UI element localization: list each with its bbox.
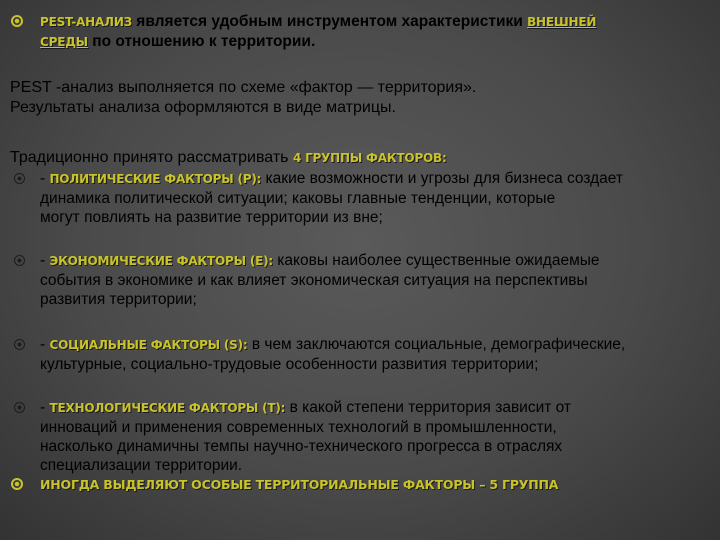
factor-groups-text: Традиционно принято рассматривать bbox=[10, 149, 293, 166]
intro-paragraph bbox=[40, 12, 710, 52]
factor-text: каковы наиболее существенные ожидаемые bbox=[273, 252, 600, 269]
factor-text: динамика политической ситуации; каковы главные тенденции, которые bbox=[40, 190, 556, 207]
factor-item-political bbox=[40, 169, 715, 227]
factor-groups-heading bbox=[10, 148, 710, 168]
intro-term-pest: PEST-АНАЛИЗ bbox=[40, 15, 132, 29]
circle-bullet-icon bbox=[14, 402, 25, 413]
intro-term-external: ВНЕШНЕЙ bbox=[527, 15, 597, 29]
circle-bullet-icon bbox=[14, 339, 25, 350]
factor-dash: - bbox=[40, 399, 50, 416]
intro-text-part2: по отношению к территории. bbox=[87, 33, 316, 50]
factor-item-technological bbox=[40, 398, 715, 475]
factor-text: могут повлиять на развитие территории из вне; bbox=[40, 209, 383, 226]
factor-label-political: ПОЛИТИЧЕСКИЕ ФАКТОРЫ (P): bbox=[49, 172, 262, 186]
factor-groups-highlight: 4 ГРУППЫ ФАКТОРОВ: bbox=[292, 151, 447, 165]
factor-item-social bbox=[40, 335, 715, 374]
factor-text: в чем заключаются социальные, демографические, bbox=[247, 336, 626, 353]
factor-text: специализации территории. bbox=[40, 457, 243, 474]
pest-scheme-line2: Результаты анализа оформляются в виде матрицы. bbox=[10, 99, 396, 116]
territorial-factors-note bbox=[40, 476, 710, 494]
factor-label-social: СОЦИАЛЬНЫЕ ФАКТОРЫ (S): bbox=[49, 338, 248, 352]
factor-text: культурные, социально-трудовые особенности развития территории; bbox=[40, 356, 539, 373]
pest-scheme-line1: PEST -анализ выполняется по схеме «фактор — территория». bbox=[10, 79, 477, 96]
factor-dash: - bbox=[40, 170, 50, 187]
factor-text: события в экономике и как влияет экономическая ситуация на перспективы bbox=[40, 272, 588, 289]
factor-text: насколько динамичны темпы научно-технического прогресса в отраслях bbox=[40, 438, 563, 455]
intro-text-part1: является удобным инструментом характеристики bbox=[132, 13, 528, 30]
territorial-factors-text: ИНОГДА ВЫДЕЛЯЮТ ОСОБЫЕ ТЕРРИТОРИАЛЬНЫЕ ФАКТОРЫ – 5 ГРУППА bbox=[40, 477, 559, 492]
factor-label-economic: ЭКОНОМИЧЕСКИЕ ФАКТОРЫ (E): bbox=[49, 254, 273, 268]
factor-label-technological: ТЕХНОЛОГИЧЕСКИЕ ФАКТОРЫ (T): bbox=[49, 401, 286, 415]
intro-term-environment: СРЕДЫ bbox=[40, 35, 88, 49]
gear-bullet-icon bbox=[11, 15, 23, 27]
gear-bullet-icon bbox=[11, 478, 23, 490]
pest-scheme-paragraph bbox=[10, 78, 710, 118]
circle-bullet-icon bbox=[14, 255, 25, 266]
factor-text: какие возможности и угрозы для бизнеса создает bbox=[261, 170, 624, 187]
factor-text: развития территории; bbox=[40, 291, 197, 308]
factor-dash: - bbox=[40, 252, 50, 269]
factor-text: инноваций и применения современных технологий в промышленности, bbox=[40, 419, 557, 436]
factor-dash: - bbox=[40, 336, 50, 353]
factor-item-economic bbox=[40, 251, 715, 309]
circle-bullet-icon bbox=[14, 173, 25, 184]
factor-text: в какой степени территория зависит от bbox=[285, 399, 572, 416]
